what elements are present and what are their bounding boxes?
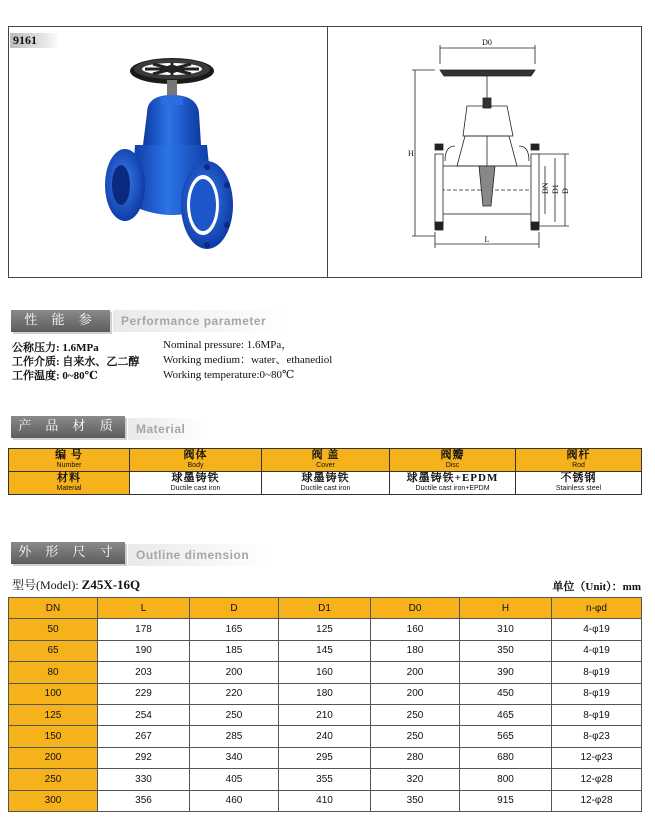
dimension-cell: 300 <box>9 790 98 811</box>
perf-cn-line: 工作介质: 自来水、乙二醇 <box>12 356 140 368</box>
dimension-header-cell: D <box>190 598 279 619</box>
dimension-row <box>9 662 642 683</box>
label-d1: D1 <box>551 184 560 194</box>
dimension-title-en: Outline dimension <box>128 544 269 566</box>
dimension-cell: 292 <box>98 747 190 768</box>
material-cell: 材料 Material <box>9 472 130 495</box>
model-tag: 9161 <box>10 33 60 48</box>
valve-drawing <box>405 36 575 251</box>
material-header-cell: 阀杆 Rod <box>516 449 642 472</box>
material-cell: 球墨铸铁 Ductile cast iron <box>130 472 262 495</box>
material-header-cell: 阀 盖 Cover <box>262 449 390 472</box>
perf-en-line: Nominal pressure: 1.6MPa， <box>163 339 293 351</box>
material-row <box>9 472 642 495</box>
dimension-cell: 203 <box>98 662 190 683</box>
dimension-cell: 210 <box>279 704 371 725</box>
dimension-cell: 280 <box>371 747 460 768</box>
dimension-cell: 254 <box>98 704 190 725</box>
model-number: Z45X-16Q <box>81 577 141 592</box>
dimension-cell: 50 <box>9 619 98 640</box>
label-d: D <box>561 188 570 194</box>
dimension-row <box>9 769 642 790</box>
dimension-header-cell: D0 <box>371 598 460 619</box>
dimension-header-cell: n-φd <box>552 598 642 619</box>
unit-label: 单位（Unit）：mm <box>552 581 641 593</box>
dimension-cell: 8-φ19 <box>552 662 642 683</box>
dimension-cell: 250 <box>190 704 279 725</box>
dimension-cell: 80 <box>9 662 98 683</box>
dimension-cell: 350 <box>460 640 552 661</box>
material-cell: 不锈钢 Stainless steel <box>516 472 642 495</box>
material-title-en: Material <box>128 418 205 440</box>
material-header-cell: 阀瓣 Disc <box>390 449 516 472</box>
dimension-cell: 565 <box>460 726 552 747</box>
dimension-cell: 200 <box>371 662 460 683</box>
dimension-cell: 100 <box>9 683 98 704</box>
dimension-row <box>9 640 642 661</box>
dimension-cell: 125 <box>279 619 371 640</box>
material-title-cn: 产 品 材 质 <box>11 416 125 438</box>
dimension-cell: 8-φ23 <box>552 726 642 747</box>
dimension-cell: 150 <box>9 726 98 747</box>
dimension-cell: 12-φ28 <box>552 790 642 811</box>
dimension-cell: 450 <box>460 683 552 704</box>
model-line <box>12 576 140 593</box>
dimension-cell: 390 <box>460 662 552 683</box>
dimension-cell: 165 <box>190 619 279 640</box>
dimension-cell: 405 <box>190 769 279 790</box>
dimension-cell: 185 <box>190 640 279 661</box>
dimension-cell: 340 <box>190 747 279 768</box>
material-table <box>8 448 642 495</box>
dimension-cell: 460 <box>190 790 279 811</box>
dimension-cell: 350 <box>371 790 460 811</box>
dimension-cell: 200 <box>371 683 460 704</box>
dimension-cell: 180 <box>371 640 460 661</box>
dimension-title-cn: 外 形 尺 寸 <box>11 542 125 564</box>
dimension-cell: 240 <box>279 726 371 747</box>
material-cell: 球墨铸铁 Ductile cast iron <box>262 472 390 495</box>
dimension-cell: 310 <box>460 619 552 640</box>
dimension-cell: 285 <box>190 726 279 747</box>
dimension-header-cell: H <box>460 598 552 619</box>
dimension-cell: 12-φ28 <box>552 769 642 790</box>
dimension-cell: 680 <box>460 747 552 768</box>
dimension-cell: 200 <box>190 662 279 683</box>
perf-cn-line: 工作温度: 0~80℃ <box>12 370 98 382</box>
dimension-cell: 295 <box>279 747 371 768</box>
dimension-cell: 330 <box>98 769 190 790</box>
perf-cn-line: 公称压力: 1.6MPa <box>12 342 99 354</box>
dimension-cell: 145 <box>279 640 371 661</box>
dimension-cell: 12-φ23 <box>552 747 642 768</box>
dimension-header-cell: L <box>98 598 190 619</box>
dimension-header-cell: DN <box>9 598 98 619</box>
dimension-cell: 250 <box>371 704 460 725</box>
dimension-row <box>9 726 642 747</box>
dimension-cell: 200 <box>9 747 98 768</box>
figure-divider <box>327 26 328 278</box>
dimension-cell: 190 <box>98 640 190 661</box>
dimension-cell: 800 <box>460 769 552 790</box>
dimension-cell: 355 <box>279 769 371 790</box>
label-l: L <box>484 235 490 244</box>
label-d0: D0 <box>482 38 492 47</box>
dimension-row <box>9 683 642 704</box>
dimension-cell: 250 <box>9 769 98 790</box>
performance-en-list <box>163 338 332 383</box>
dimension-table <box>8 597 642 812</box>
dimension-cell: 8-φ19 <box>552 683 642 704</box>
valve-photo <box>95 55 235 260</box>
dimension-cell: 180 <box>279 683 371 704</box>
perf-en-line: Working medium：water、ethanediol <box>163 354 333 366</box>
dimension-cell: 160 <box>371 619 460 640</box>
material-header-cell: 编 号 Number <box>9 449 130 472</box>
model-prefix: 型号(Model): <box>12 578 79 592</box>
dimension-cell: 125 <box>9 704 98 725</box>
performance-title-cn: 性 能 参 数 <box>11 310 110 332</box>
dimension-cell: 267 <box>98 726 190 747</box>
performance-cn-list <box>12 341 139 383</box>
dimension-cell: 915 <box>460 790 552 811</box>
dimension-cell: 356 <box>98 790 190 811</box>
material-header-row <box>9 449 642 472</box>
dimension-cell: 229 <box>98 683 190 704</box>
label-dn: DN <box>541 182 550 194</box>
dimension-cell: 465 <box>460 704 552 725</box>
dimension-cell: 65 <box>9 640 98 661</box>
perf-en-line: Working temperature:0~80℃ <box>163 369 295 381</box>
dimension-row <box>9 747 642 768</box>
dimension-cell: 320 <box>371 769 460 790</box>
dimension-cell: 4-φ19 <box>552 619 642 640</box>
dimension-cell: 220 <box>190 683 279 704</box>
dimension-row <box>9 704 642 725</box>
dimension-cell: 8-φ19 <box>552 704 642 725</box>
dimension-cell: 160 <box>279 662 371 683</box>
dimension-header-row <box>9 598 642 619</box>
dimension-cell: 4-φ19 <box>552 640 642 661</box>
dimension-cell: 250 <box>371 726 460 747</box>
material-cell: 球墨铸铁+EPDM Ductile cast iron+EPDM <box>390 472 516 495</box>
dimension-row <box>9 790 642 811</box>
dimension-cell: 410 <box>279 790 371 811</box>
material-header-cell: 阀体 Body <box>130 449 262 472</box>
dimension-header-cell: D1 <box>279 598 371 619</box>
dimension-cell: 178 <box>98 619 190 640</box>
dimension-row <box>9 619 642 640</box>
label-h: H <box>408 149 414 158</box>
performance-title-en: Performance parameter <box>113 310 286 332</box>
